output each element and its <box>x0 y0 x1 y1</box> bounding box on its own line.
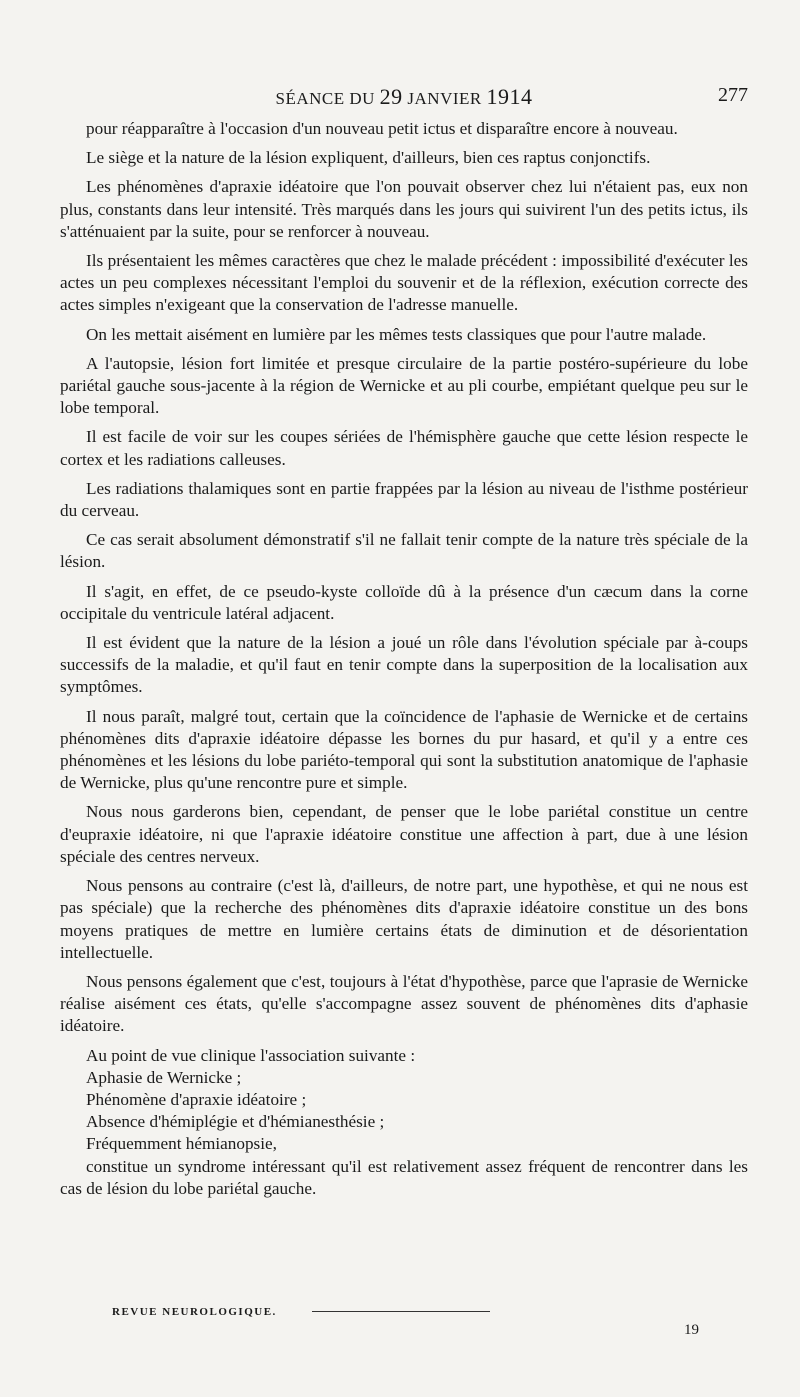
paragraph: Ce cas serait absolument démonstratif s'il ne fallait tenir compte de la nature très spéciale de la lésion. <box>60 530 748 572</box>
paragraph: Il est facile de voir sur les coupes sériées de l'hémisphère gauche que cette lésion respecte le cortex et les radiations calleuses. <box>60 427 748 469</box>
paragraph: A l'autopsie, lésion fort limitée et presque circulaire de la partie postéro-supérieure du lobe pariétal gauche sous-jacente à la région de Wernicke et au pli courbe, empiétant quelque peu sur le lobe temporal. <box>60 353 748 418</box>
list-item: Fréquemment hémianopsie, <box>86 1134 277 1154</box>
running-header <box>60 84 748 112</box>
paragraph: Nous nous garderons bien, cependant, de penser que le lobe pariétal constitue un centre d'eupraxie idéatoire, ni que l'apraxie idéatoire constitue une affection à part, due à une lésion spéciale des centres nerveux. <box>60 802 748 866</box>
header-title-day: 29 <box>379 84 403 109</box>
paragraph: pour réapparaître à l'occasion d'un nouveau petit ictus et disparaître encore à nouveau. <box>86 119 678 138</box>
header-title-prefix: SÉANCE DU <box>275 89 380 108</box>
paragraph: Les radiations thalamiques sont en partie frappées par la lésion au niveau de l'isthme postérieur du cerveau. <box>60 478 748 521</box>
paragraph: Le siège et la nature de la lésion expliquent, d'ailleurs, bien ces raptus conjonctifs. <box>86 148 651 168</box>
paragraph: Il est évident que la nature de la lésion a joué un rôle dans l'évolution spéciale par à-coups successifs de la maladie, et qu'il faut en tenir compte dans la superposition de la localisation aux symptômes. <box>60 633 748 697</box>
paragraph: Ils présentaient les mêmes caractères que chez le malade précédent : impossibilité d'exécuter les actes un peu complexes nécessitant l'emploi du souvenir et de la réflexion, exécution correcte des actes simples n'exigeant que la conservation de l'adresse manuelle. <box>60 251 748 315</box>
body-text <box>60 118 748 1200</box>
paragraph: Il s'agit, en effet, de ce pseudo-kyste colloïde dû à la présence d'un cæcum dans la corne occipitale du ventricule latéral adjacent. <box>60 581 748 623</box>
paragraph: Les phénomènes d'apraxie idéatoire que l'on pouvait observer chez lui n'étaient pas, eux non plus, constants dans leur intensité. Très marqués dans les jours qui suivirent l'un des petits ictus, ils s'atténuaient par la suite, pour se renforcer à nouveau. <box>60 177 748 241</box>
paragraph: Nous pensons également que c'est, toujours à l'état d'hypothèse, parce que l'aprasie de Wernicke réalise aisément ces états, qu'elle s'accompagne assez souvent de phénomènes dits d'aphasie idéatoire. <box>60 971 748 1036</box>
header-title-year: 1914 <box>486 84 533 109</box>
paragraph: On les mettait aisément en lumière par les mêmes tests classiques que pour l'autre malade. <box>86 324 707 344</box>
list-item: Aphasie de Wernicke ; <box>86 1067 242 1087</box>
paragraph: constitue un syndrome intéressant qu'il est relativement assez fréquent de rencontrer dans les cas de lésion du lobe pariétal gauche. <box>60 1156 748 1198</box>
signature-mark: 19 <box>684 1322 699 1338</box>
header-title-mid: JANVIER <box>402 89 487 108</box>
paragraph: Au point de vue clinique l'association suivante : <box>86 1045 416 1065</box>
footer-divider <box>312 1311 490 1312</box>
list-item: Phénomène d'apraxie idéatoire ; <box>86 1089 307 1109</box>
paragraph: Il nous paraît, malgré tout, certain que la coïncidence de l'aphasie de Wernicke et de certains phénomènes dits d'apraxie idéatoire dépasse les bornes du pur hasard, et qu'il y a entre ces phénomènes et les lésions du lobe pariéto-temporal qui sont la substitution anatomique de l'aphasie de Wernicke, plus qu'une rencontre pure et simple. <box>60 706 748 793</box>
journal-footer: REVUE NEUROLOGIQUE. <box>112 1306 277 1318</box>
header-title <box>60 84 748 110</box>
list-item: Absence d'hémiplégie et d'hémianesthésie ; <box>86 1112 385 1132</box>
paragraph: Nous pensons au contraire (c'est là, d'ailleurs, de notre part, une hypothèse, et qui ne nous est pas spéciale) que la recherche des phénomènes dits d'apraxie idéatoire constitue un des bons moyens pratiques de mettre en lumière certains états de diminution et de désorientation intellectuelle. <box>60 876 748 962</box>
page-number: 277 <box>718 84 748 106</box>
